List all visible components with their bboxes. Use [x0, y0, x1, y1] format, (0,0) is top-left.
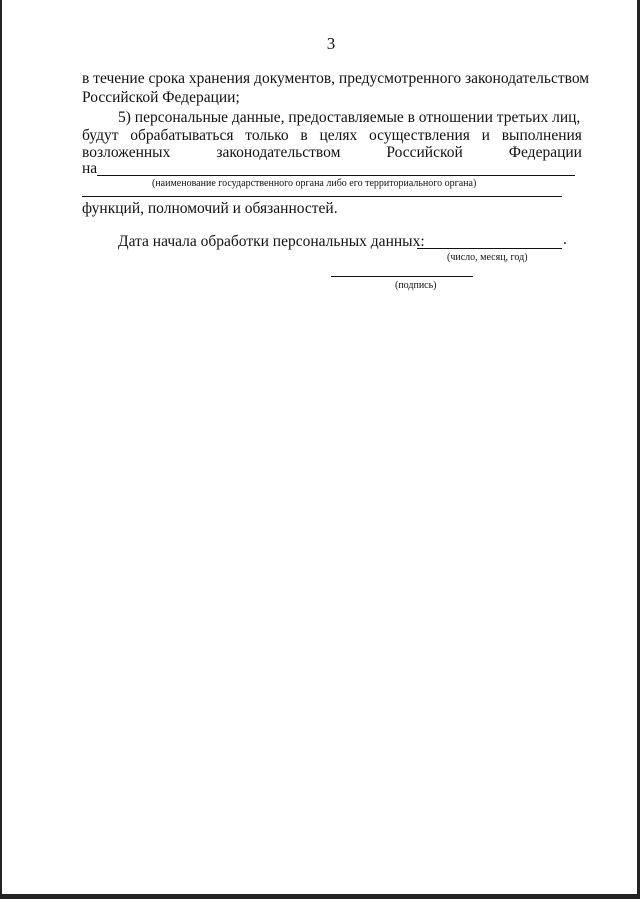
word: возложенных [82, 144, 171, 161]
scan-border-bottom [0, 894, 640, 899]
word: обрабатываться [130, 127, 234, 144]
start-date-caption: (число, месяц, год) [447, 252, 528, 263]
authority-name-blank [97, 175, 575, 176]
word: целях [319, 127, 358, 144]
start-date-label: Дата начала обработки персональных данных: [118, 233, 425, 250]
start-date-blank [417, 248, 562, 249]
word: будут [82, 127, 119, 144]
signature-caption: (подпись) [395, 280, 437, 291]
paragraph-5-line-5: функций, полномочий и обязанностей. [82, 200, 338, 217]
word: только [245, 127, 289, 144]
scan-border-left [0, 0, 2, 899]
word: законодательством [216, 144, 341, 161]
word: выполнения [501, 127, 582, 144]
paragraph-5-line-3 [82, 143, 582, 162]
word: Российской [386, 144, 463, 161]
paragraph-4-line-2: Российской Федерации; [82, 89, 240, 106]
paragraph-5-line-4-prefix: на [82, 160, 98, 177]
paragraph-5-line-1: 5) персональные данные, предоставляемые в отношении третьих лиц, [118, 109, 581, 126]
paragraph-4-line-1: в течение срока хранения документов, предусмотренного законодательством [82, 70, 590, 87]
start-date-end-mark: . [563, 231, 567, 248]
word: в [300, 127, 308, 144]
signature-blank [331, 276, 473, 277]
authority-name-caption: (наименование государственного органа либо его территориального органа) [152, 178, 477, 189]
authority-name-blank-second-line [82, 196, 562, 197]
word: и [481, 127, 490, 144]
page-number: 3 [326, 34, 336, 53]
word: осуществления [369, 127, 470, 144]
word: Федерации [508, 144, 582, 161]
